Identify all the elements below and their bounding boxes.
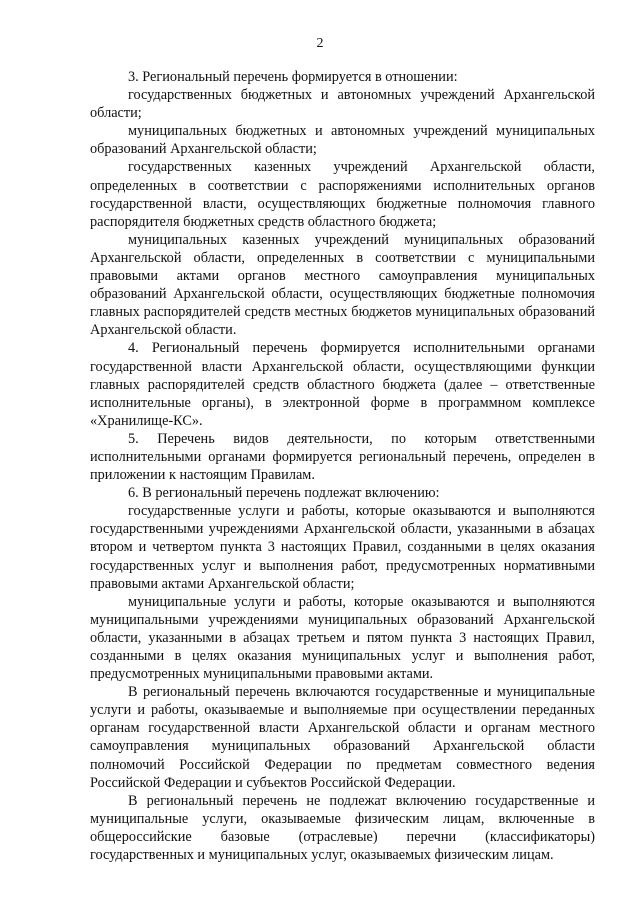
paragraph: государственных бюджетных и автономных учреждений Архангельской области;	[90, 87, 595, 122]
paragraph: 6. В региональный перечень подлежат включению:	[128, 485, 440, 502]
paragraph: В региональный перечень включаются государственные и муниципальные услуги и работы, оказываемые и выполняемые при осуществлении переданных органам государственной власти Архангельской области и органам местного самоуправления муниципальных образований Архангельской области полномочий Российской Федерации по предметам совместного ведения Российской Федерации и субъектов Российской Федерации.	[90, 684, 595, 791]
paragraph: муниципальных бюджетных и автономных учреждений муниципальных образований Архангельской области;	[90, 123, 595, 158]
paragraph: государственных казенных учреждений Архангельской области, определенных в соответствии с распоряжениями исполнительных органов государственной власти, осуществляющих бюджетные полномочия главного распорядителя бюджетных средств областного бюджета;	[90, 159, 595, 230]
paragraph: 3. Региональный перечень формируется в отношении:	[128, 69, 458, 85]
document-body	[90, 68, 595, 864]
paragraph: государственные услуги и работы, которые оказываются и выполняются государственными учреждениями Архангельской области, указанными в абзацах втором и четвертом пункта 3 настоящих Правил, созданными в целях оказания государственных услуг и выполнения работ, предусмотренных нормативными правовыми актами Архангельской области;	[90, 503, 595, 592]
paragraph: В региональный перечень не подлежат включению государственные и муниципальные услуги, оказываемые физическим лицам, включенные в общероссийские базовые (отраслевые) перечни (классификаторы) государственных и муниципальных услуг, оказываемых физическим лицам.	[90, 792, 595, 864]
paragraph: муниципальные услуги и работы, которые оказываются и выполняются муниципальными учреждениями муниципальных образований Архангельской области, указанными в абзацах третьем и пятом пункта 3 настоящих Правил, созданными в целях оказания муниципальных услуг и выполнения работ, предусмотренных муниципальными правовыми актами.	[90, 593, 595, 683]
paragraph: 5. Перечень видов деятельности, по которым ответственными исполнительными органами формируется региональный перечень, определен в приложении к настоящим Правилам.	[90, 430, 595, 484]
page-number: 2	[316, 36, 324, 51]
paragraph: муниципальных казенных учреждений муниципальных образований Архангельской области, определенных в соответствии с муниципальными правовыми актами органов местного самоуправления муниципальных образований Архангельской области, осуществляющих бюджетные полномочия главных распорядителей средств местных бюджетов муниципальных образований Архангельской области.	[90, 231, 595, 339]
paragraph: 4. Региональный перечень формируется исполнительными органами государственной власти Архангельской области, осуществляющими функции главных распорядителей средств областного бюджета (далее – ответственные исполнительные органы), в электронной форме в программном комплексе «Хранилище-КС».	[90, 340, 595, 429]
